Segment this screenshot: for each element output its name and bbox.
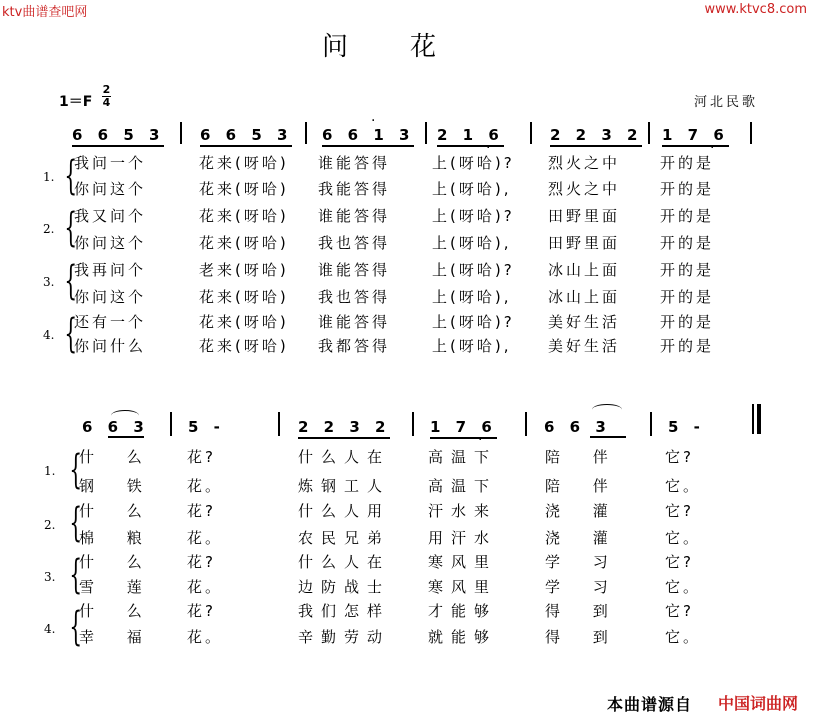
verse-number: 2. — [44, 518, 56, 532]
verse-number: 2. — [43, 222, 55, 236]
composer-credit: 河北民歌 — [694, 95, 759, 110]
measure: 6 6 1 3 — [322, 126, 414, 144]
verse-number: 4. — [44, 622, 56, 636]
measure: 2 1 6 — [437, 126, 504, 144]
final-barline-thin — [752, 404, 754, 434]
brace: { — [69, 552, 83, 598]
brace: { — [64, 205, 78, 251]
verse-number: 1. — [43, 170, 55, 184]
measure: 6 6 5 3 — [72, 126, 164, 144]
verse-number: 1. — [44, 464, 56, 478]
verse-number: 3. — [43, 275, 55, 289]
measure: 6 6 3 — [82, 418, 149, 436]
song-title: 问花 — [322, 32, 499, 62]
verse-number: 3. — [44, 570, 56, 584]
brace: { — [64, 153, 78, 199]
measure: 2 2 3 2 — [550, 126, 642, 144]
key-signature: 1＝F — [59, 94, 93, 110]
measure: 1 7 6 — [662, 126, 729, 144]
watermark-left: ktv曲谱查吧网 — [2, 5, 88, 20]
brace: { — [69, 447, 83, 493]
source-site-link[interactable]: 中国词曲网 — [718, 694, 799, 713]
brace: { — [69, 500, 83, 546]
measure: 5 - — [668, 418, 705, 436]
brace: { — [64, 311, 78, 357]
score-page: ktv曲谱查吧网 www.ktvc8.com 问花 1＝F 2 4 河北民歌 6 6 5 3 6 6 5 3 6 6 1 3 2 1 6 2 2 3 2 1 7 6 · · · 1. { 2. { 3. { 4. { 我问一个 花来(呀哈) 谁能答得 上(呀哈)? 烈火之中 开的是 你问这个 花来(呀哈) 我能答得 上(呀哈), 烈火之中 开的是 我又问个 花来(呀哈) 谁能答得 上(呀哈)? 田野里面 开的是 你问这个 花来(呀哈) 我也答得 上(呀哈), 田野里面 开的是 我再问个 老来(呀哈) 谁能答得 上(呀哈)? 冰山上面 开的是 你问这个 花来(呀哈) 我也答得 上(呀哈), 冰山上面 开的是 还有一个 花来(呀哈) 谁能答得 上(呀哈)? 美好生活 开的是 你问什么 花来(呀哈) 我都答得 上(呀哈), 美好生活 开的是 6 6 3 5 - 2 2 3 2 1 7 6 6 6 3 5 - · 1. { 2. { 3. { 4. { 什 么 花? 什么人在 高温下 陪 伴 它? 钢 铁 花。 炼钢工人 高温下 陪 伴 它。 什 么 花? 什么人用 汗水来 浇 灌 它? 棉 粮 花。 农民兄弟 用汗水 浇 灌 它。 什 么 花? 什么人在 寒风里 学 习 它? 雪 莲 花。 边防战士 寒风里 学 习 它。 什 么 花? 我们怎样 才能够 得 到 它? 幸 福 花。 辛勤劳动 就能够 得 到 它。 本曲谱源自 中国词曲网 — [2, 2, 807, 714]
slur — [592, 404, 622, 415]
time-signature-bottom: 4 — [102, 96, 111, 109]
verse-number: 4. — [43, 328, 55, 342]
final-barline-thick — [757, 404, 761, 434]
time-signature-top: 2 — [102, 83, 111, 96]
brace: { — [69, 604, 83, 650]
measure: 2 2 3 2 — [298, 418, 390, 436]
upper-octave-dot: · — [371, 113, 376, 129]
brace: { — [64, 258, 78, 304]
lower-octave-dot: · — [478, 432, 483, 448]
source-label: 本曲谱源自 — [607, 695, 693, 714]
lower-octave-dot: · — [710, 140, 715, 156]
lower-octave-dot: · — [486, 140, 491, 156]
measure: 1 7 6 — [430, 418, 497, 436]
time-signature — [102, 85, 111, 108]
measure: 6 6 3 — [544, 418, 611, 436]
measure: 5 - — [188, 418, 225, 436]
watermark-right: www.ktvc8.com — [704, 2, 807, 17]
measure: 6 6 5 3 — [200, 126, 292, 144]
